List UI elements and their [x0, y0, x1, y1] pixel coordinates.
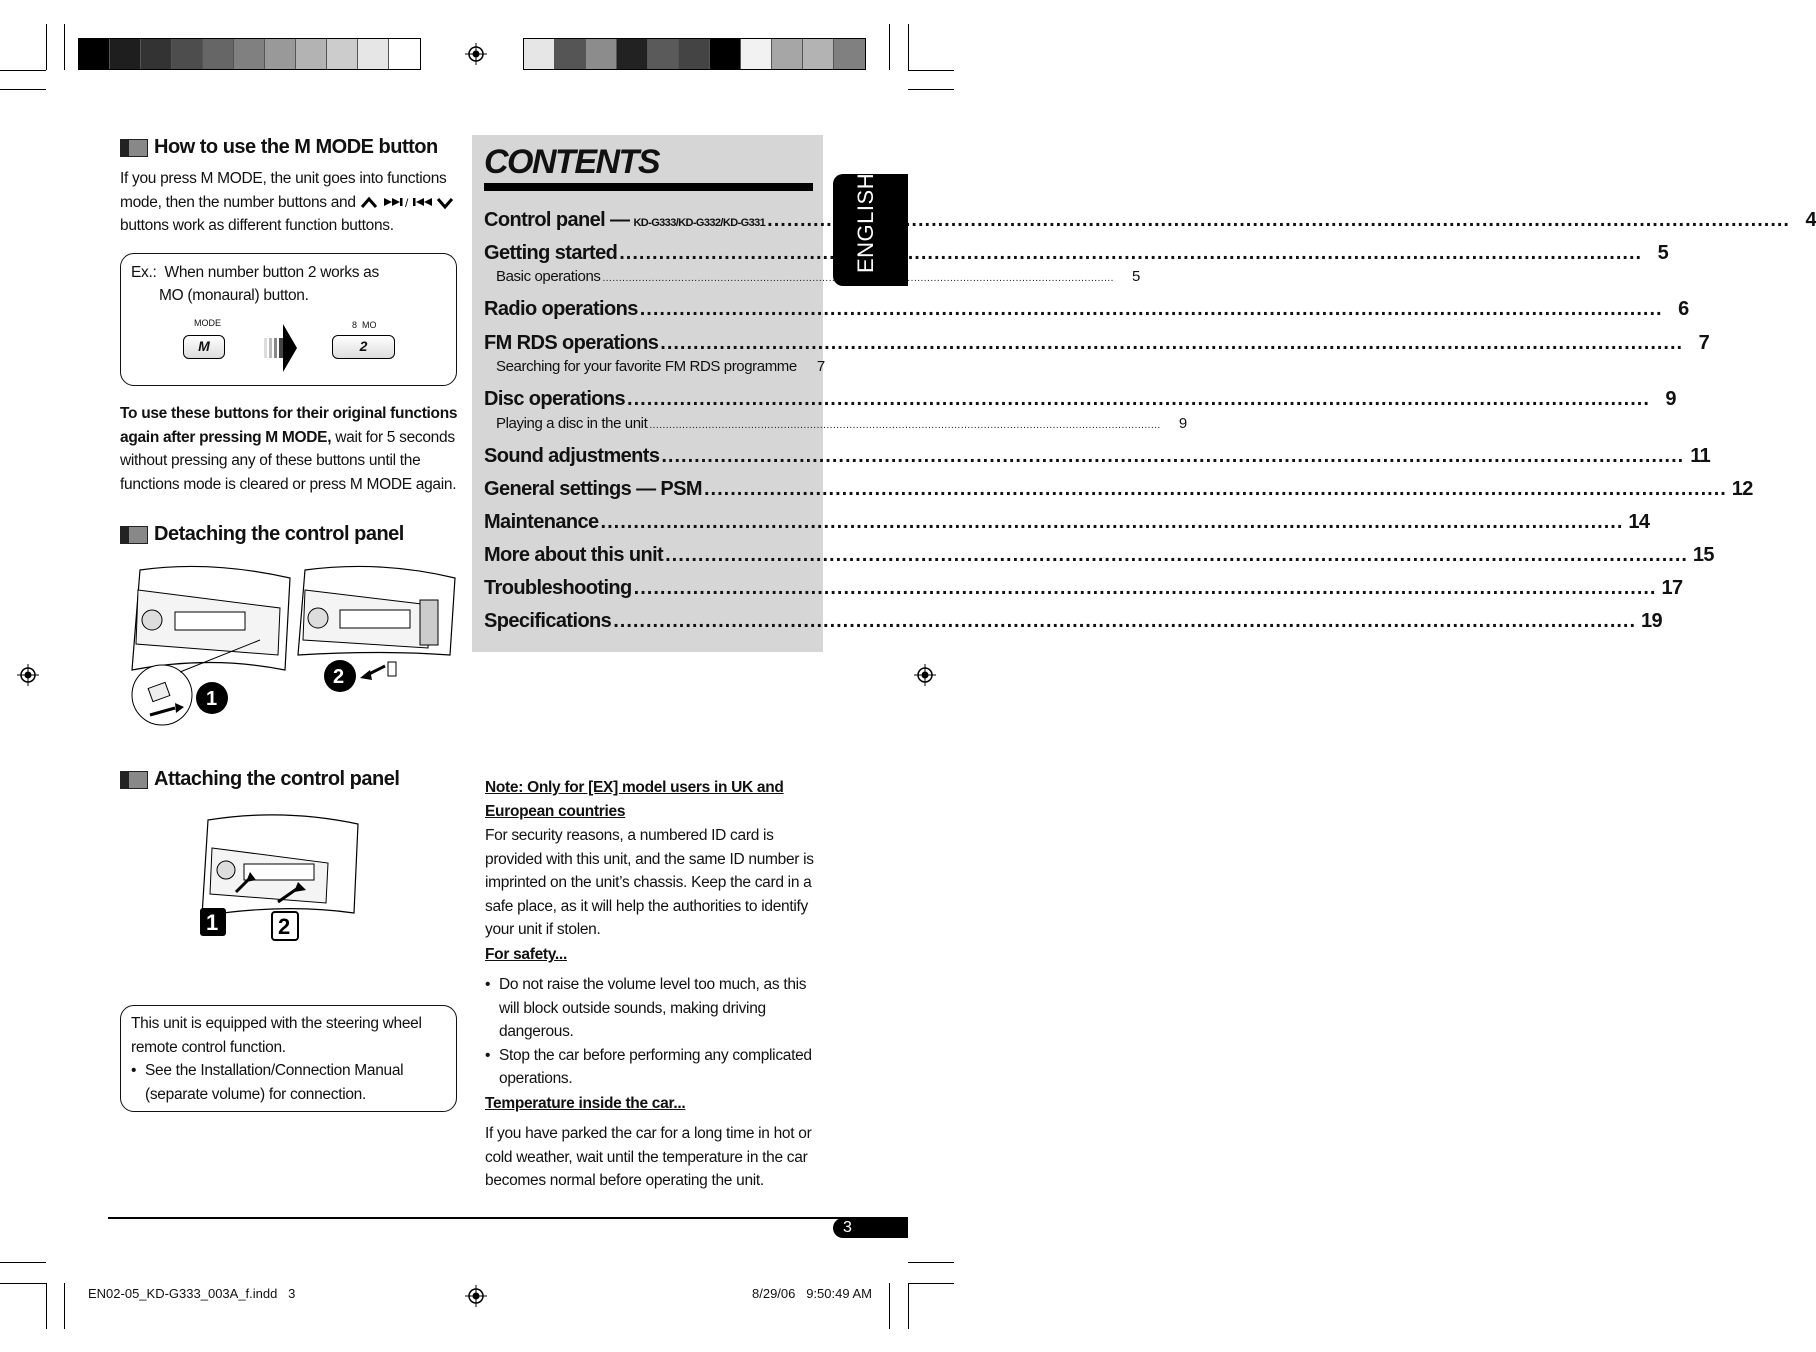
steering-box	[120, 1005, 457, 1112]
language-tab-text: ENGLISH	[853, 172, 878, 273]
color-bar-right	[523, 38, 866, 70]
page-number-text: 3	[843, 1219, 852, 1236]
toc-entry	[484, 298, 1689, 321]
restore-rest: wait for 5 seconds without pressing any of these buttons until the functions mode is cleared or press M MODE again.	[120, 428, 457, 493]
toc-entry-page: 7	[816, 358, 825, 375]
toc-entry	[484, 610, 1663, 633]
toc-entry	[496, 415, 1187, 432]
color-swatch	[203, 39, 234, 69]
toc-entry	[484, 544, 1714, 567]
toc-leader-dots	[649, 415, 1160, 432]
mmode-line3: buttons work as different function buttons.	[120, 217, 394, 234]
svg-text:/: /	[404, 196, 408, 211]
toc-entry	[484, 577, 1683, 600]
toc-entry-page: 17	[1661, 577, 1683, 599]
color-swatch	[141, 39, 172, 69]
two-key-text: 2	[359, 338, 368, 354]
crop-mark	[908, 1283, 909, 1329]
example-line2: MO (monaural) button.	[159, 287, 309, 304]
detach-step1: 1	[206, 688, 218, 710]
steering-text	[131, 1012, 449, 1106]
crop-mark	[64, 1283, 65, 1329]
toc-entry-label: Maintenance	[484, 511, 599, 533]
crop-mark	[46, 24, 47, 70]
toc-entry-label: Radio operations	[484, 298, 638, 320]
toc-leader-dots	[627, 388, 1650, 411]
note-heading-line1: Note: Only for [EX] model users in UK and	[485, 779, 784, 796]
toc-entry	[484, 332, 1710, 355]
temperature-section	[485, 1092, 823, 1193]
color-swatch	[803, 39, 834, 69]
color-swatch	[555, 39, 586, 69]
color-swatch	[772, 39, 803, 69]
toc-entry-page: 9	[1665, 388, 1676, 410]
toc-entry-label: Control panel —	[484, 209, 630, 231]
crop-mark	[908, 1262, 954, 1263]
mmode-line2-text: mode, then the number buttons and	[120, 193, 356, 211]
note-heading-line2: European countries	[485, 803, 626, 820]
crop-mark	[0, 89, 46, 90]
crop-mark	[908, 24, 909, 70]
toc-leader-dots	[619, 242, 1642, 265]
toc-entry-page: 7	[1698, 332, 1710, 354]
registration-mark-icon	[17, 664, 39, 686]
mmode-example-box	[120, 253, 457, 386]
two-key-label: 8 MO	[352, 320, 377, 330]
safety-section	[485, 943, 823, 1091]
color-bar-left	[78, 38, 421, 70]
toc-entry-page: 4	[1805, 209, 1816, 231]
toc-entry	[484, 242, 1669, 265]
language-tab	[833, 174, 908, 286]
color-swatch	[172, 39, 203, 69]
toc-leader-dots	[660, 332, 1683, 355]
color-swatch	[679, 39, 710, 69]
toc-entry-label: Basic operations	[496, 268, 601, 285]
attach-heading-text: Attaching the control panel	[154, 768, 400, 790]
crop-mark	[908, 70, 954, 71]
page-number	[833, 1218, 908, 1238]
mmode-line2	[120, 191, 460, 215]
registration-mark-icon	[914, 664, 936, 686]
note-section	[485, 776, 823, 942]
color-swatch	[524, 39, 555, 69]
toc-entry	[496, 358, 825, 375]
temperature-heading: Temperature inside the car...	[485, 1095, 686, 1112]
safety-bullet-2: • Stop the car before performing any complicated operations.	[485, 1044, 823, 1091]
temperature-body: If you have parked the car for a long time in hot or cold weather, wait until the temperature in the car becomes normal before operating the unit.	[485, 1125, 812, 1189]
color-swatch	[327, 39, 358, 69]
toc-entry-label: Sound adjustments	[484, 445, 660, 467]
detach-heading-text: Detaching the control panel	[154, 523, 404, 545]
color-swatch	[358, 39, 389, 69]
safety-bullet-1: • Do not raise the volume level too much, as this will block outside sounds, making driving dangerous.	[485, 973, 823, 1044]
color-swatch	[234, 39, 265, 69]
crop-mark	[889, 1283, 890, 1329]
mmode-heading	[120, 136, 438, 159]
section-marker-icon	[120, 771, 148, 789]
toc-entry-page: 11	[1690, 445, 1711, 467]
toc-entry	[484, 209, 1816, 232]
crop-mark	[0, 1262, 46, 1263]
crop-mark	[908, 89, 954, 90]
crop-mark	[889, 24, 890, 70]
toc-entry	[484, 511, 1650, 534]
crop-mark	[46, 1283, 47, 1329]
button-symbols-icon	[360, 195, 472, 209]
toc-entry-label: Specifications	[484, 610, 612, 632]
toc-leader-dots	[704, 478, 1727, 501]
toc-entry-page: 12	[1731, 478, 1753, 500]
toc-entry-page: 5	[1657, 242, 1669, 264]
example-line1: Ex.: When number button 2 works as	[131, 264, 379, 281]
crop-mark	[908, 1283, 954, 1284]
color-swatch	[296, 39, 327, 69]
toc-entry-label: General settings — PSM	[484, 478, 702, 500]
toc-entry-label: Disc operations	[484, 388, 626, 410]
toc-leader-dots	[613, 610, 1636, 633]
mode-key-text: M	[198, 338, 210, 354]
mmode-paragraph	[120, 167, 460, 238]
color-swatch	[79, 39, 110, 69]
registration-mark-icon	[465, 43, 487, 65]
section-marker-icon	[120, 526, 148, 544]
toc-entry-label: Getting started	[484, 242, 618, 264]
arrow-right-icon	[264, 324, 298, 372]
attach-step1: 1	[206, 910, 219, 935]
toc-entry-label: More about this unit	[484, 544, 664, 566]
color-swatch	[741, 39, 772, 69]
toc-entry-page: 9	[1178, 415, 1187, 432]
detach-heading	[120, 523, 404, 546]
steering-line2: remote control function.	[131, 1038, 286, 1056]
bottom-rule	[108, 1217, 908, 1219]
color-swatch	[586, 39, 617, 69]
crop-mark	[0, 70, 46, 71]
attach-illustration	[198, 808, 368, 943]
attach-step2: 2	[278, 914, 291, 939]
crop-mark	[0, 1283, 46, 1284]
attach-heading	[120, 768, 399, 791]
registration-mark-icon	[465, 1285, 487, 1307]
toc-entry-page: 14	[1628, 511, 1650, 533]
safety-heading: For safety...	[485, 946, 567, 963]
color-swatch	[265, 39, 296, 69]
toc-entry	[496, 268, 1140, 285]
toc-entry-label: FM RDS operations	[484, 332, 659, 354]
two-key	[332, 335, 395, 359]
toc-entry-label: Troubleshooting	[484, 577, 632, 599]
toc-entry-page: 15	[1692, 544, 1714, 566]
section-marker-icon	[120, 139, 148, 157]
mode-key	[183, 335, 225, 359]
toc-leader-dots	[601, 511, 1624, 534]
color-swatch	[617, 39, 648, 69]
color-swatch	[710, 39, 741, 69]
toc-leader-dots	[767, 209, 1790, 232]
toc-entry	[484, 388, 1676, 411]
toc-leader-dots	[661, 445, 1684, 468]
toc-entry-page: 5	[1131, 268, 1140, 285]
note-body: For security reasons, a numbered ID card is provided with this unit, and the same ID number is imprinted on the unit’s chassis. Keep the card in a safe place, as it will help the authorities to identify your unit if stolen.	[485, 827, 814, 938]
color-swatch	[389, 39, 420, 69]
mode-key-label: MODE	[194, 318, 221, 328]
detach-step2: 2	[333, 666, 345, 688]
color-swatch	[648, 39, 679, 69]
toc-entry-page: 19	[1641, 610, 1663, 632]
restore-paragraph	[120, 402, 458, 496]
toc-entry-page: 6	[1678, 298, 1689, 320]
contents-title: CONTENTS	[484, 143, 659, 181]
footer-file: EN02-05_KD-G333_003A_f.indd 3	[88, 1286, 296, 1301]
toc-leader-dots	[634, 577, 1657, 600]
footer-timestamp: 8/29/06 9:50:49 AM	[752, 1286, 872, 1301]
mmode-heading-text: How to use the M MODE button	[154, 136, 438, 158]
toc-entry-label: Searching for your favorite FM RDS programme	[496, 358, 797, 375]
color-swatch	[834, 39, 865, 69]
toc-leader-dots	[640, 298, 1663, 321]
detach-illustration	[120, 560, 460, 730]
toc-entry	[484, 478, 1753, 501]
steering-line1: This unit is equipped with the steering wheel	[131, 1015, 422, 1032]
mmode-line1: If you press M MODE, the unit goes into functions	[120, 170, 447, 187]
contents-rule	[484, 183, 813, 191]
restore-bold: To use these buttons for their original functions again after pressing M MODE,	[120, 405, 458, 446]
toc-leader-dots	[665, 544, 1688, 567]
toc-entry	[484, 445, 1711, 468]
steering-bullet: • See the Installation/Connection Manual (separate volume) for connection.	[131, 1059, 449, 1106]
toc-entry-model: KD-G333/KD-G332/KD-G331	[633, 217, 766, 229]
color-swatch	[110, 39, 141, 69]
toc-entry-label: Playing a disc in the unit	[496, 415, 648, 432]
crop-mark	[64, 24, 65, 70]
